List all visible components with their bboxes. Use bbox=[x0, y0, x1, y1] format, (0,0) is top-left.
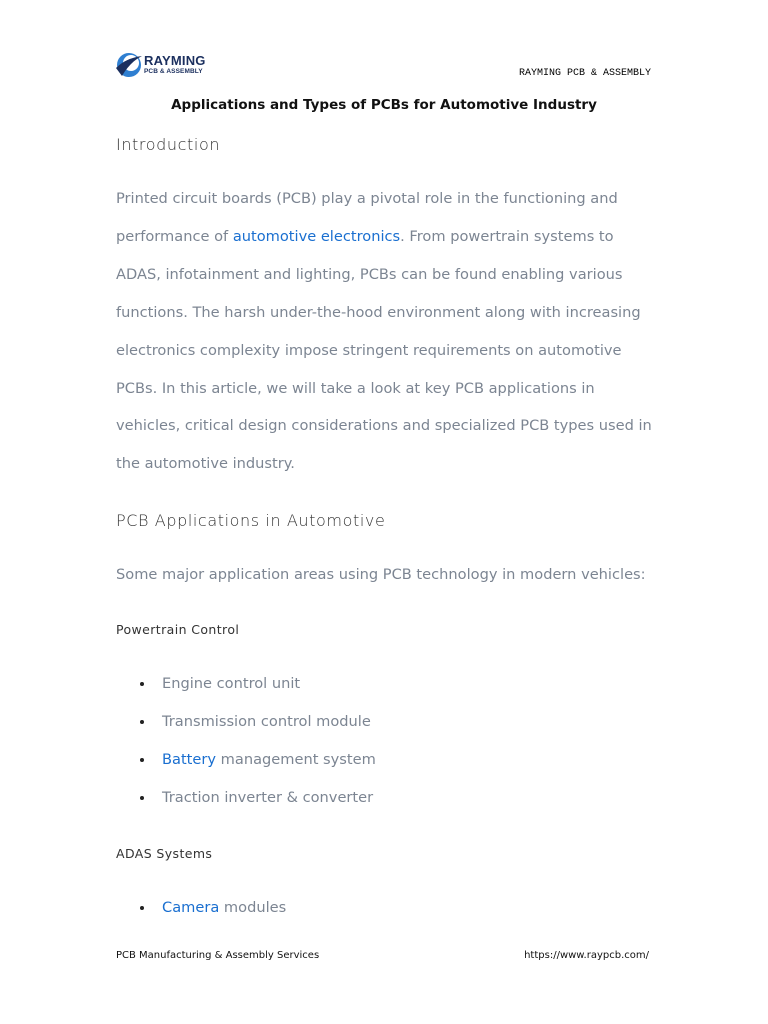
camera-link[interactable]: Camera bbox=[162, 899, 220, 916]
swoosh-logo-icon bbox=[114, 50, 144, 80]
list-item: Battery management system bbox=[116, 741, 656, 779]
adas-heading: ADAS Systems bbox=[116, 846, 213, 861]
battery-link[interactable]: Battery bbox=[162, 751, 217, 768]
list-item: Traction inverter & converter bbox=[116, 779, 656, 817]
powertrain-heading: Powertrain Control bbox=[116, 622, 240, 637]
list-item: Camera modules bbox=[116, 889, 656, 927]
adas-list bbox=[116, 889, 656, 927]
applications-heading: PCB Applications in Automotive bbox=[116, 511, 386, 530]
applications-lead: Some major application areas using PCB technology in modern vehicles: bbox=[116, 566, 646, 583]
powertrain-list bbox=[116, 665, 656, 817]
automotive-electronics-link[interactable]: automotive electronics bbox=[232, 227, 401, 245]
introduction-paragraph bbox=[116, 180, 661, 483]
introduction-heading: Introduction bbox=[116, 135, 221, 154]
footer-services: PCB Manufacturing & Assembly Services bbox=[116, 950, 320, 961]
logo-subtitle: PCB & ASSEMBLY bbox=[144, 68, 203, 75]
rayming-logo bbox=[114, 50, 224, 82]
list-item: Engine control unit bbox=[116, 665, 656, 703]
list-item: Transmission control module bbox=[116, 703, 656, 741]
intro-text-end: . From powertrain systems to ADAS, infotainment and lighting, PCBs can be found enabling various functions. The harsh under-the-hood environment along with increasing electronics complexity impose stringent requirements on automotive PCBs. In this article, we will take a look at key PCB applications in vehicles, critical design considerations and specialized PCB types used in the automotive industry. bbox=[116, 227, 652, 473]
footer-url-link[interactable]: https://www.raypcb.com/ bbox=[524, 950, 649, 961]
logo-name: RAYMING bbox=[144, 53, 206, 68]
header-company: RAYMING PCB & ASSEMBLY bbox=[518, 68, 651, 79]
intro-text-start: Printed circuit boards (PCB) play a pivotal role in the functioning and performance of bbox=[116, 190, 618, 245]
document-title: Applications and Types of PCBs for Automotive Industry bbox=[171, 97, 597, 113]
